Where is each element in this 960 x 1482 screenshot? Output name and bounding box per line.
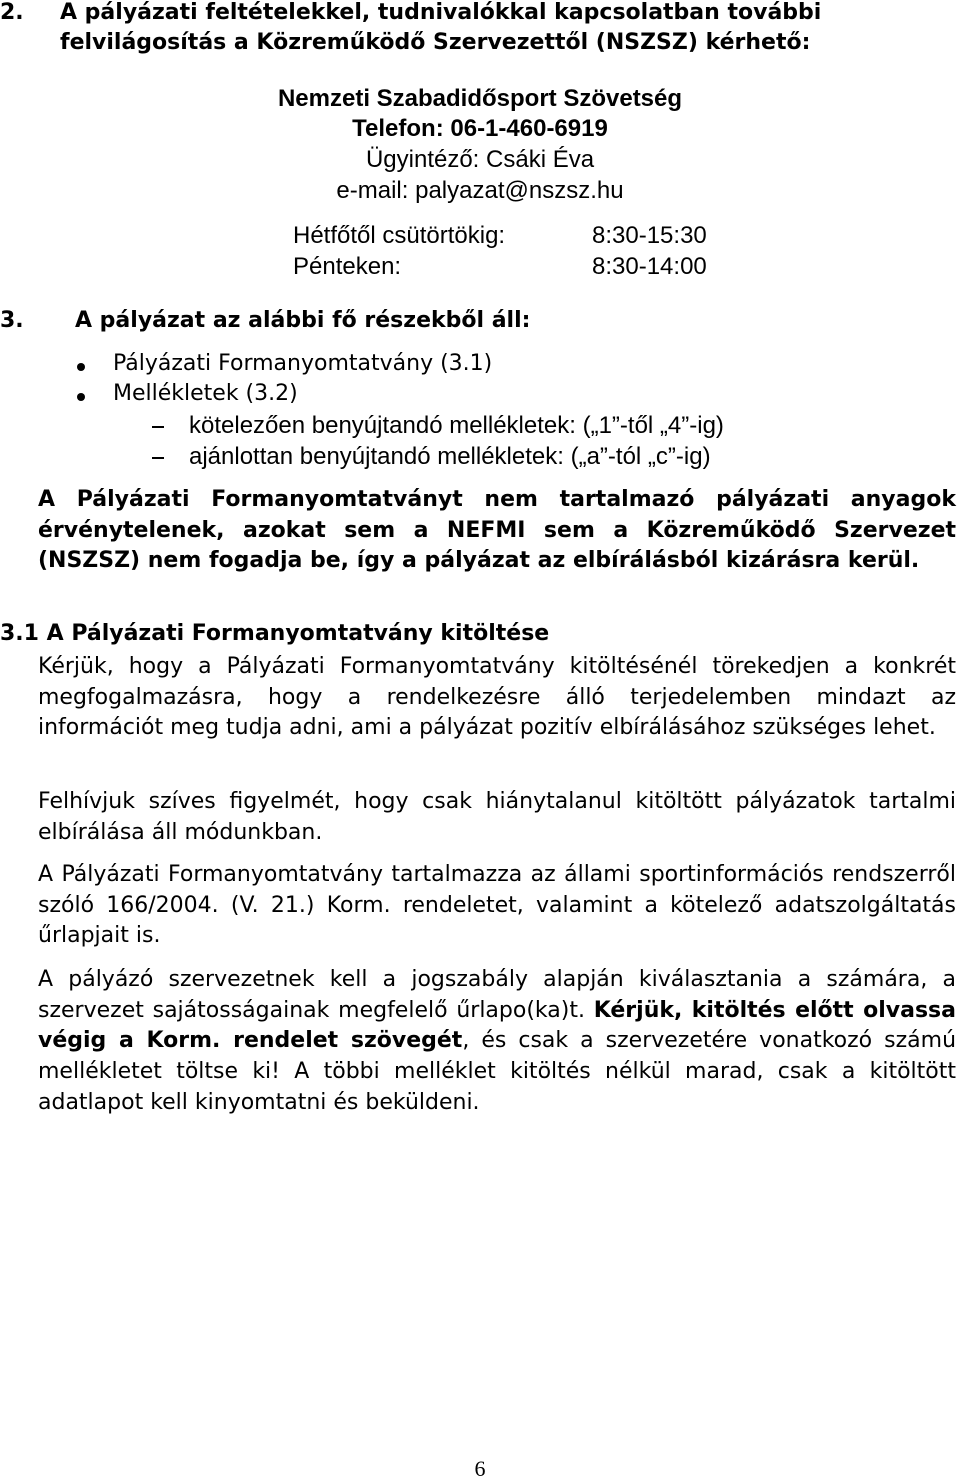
hours-days-1: Hétfőtől csütörtökig: [293, 222, 506, 249]
section-3-1-heading: 3.1 A Pályázati Formanyomtatvány kitöltése [0, 621, 550, 646]
paragraph-4-text-b: , és csak a szervezetére vonatkozó számú mellékletet töltse ki! A többi melléklet kitöltés nélkül marad, csak a kitöltött adatlapot kell kinyomtatni és beküldeni. [38, 1028, 957, 1115]
section-2-heading-line1: A pályázati feltételekkel, tudnivalókkal kapcsolatban további [60, 0, 822, 25]
section-2-number: 2. [0, 0, 24, 25]
hours-time-1: 8:30-15:30 [592, 222, 707, 249]
contact-org: Nemzeti Szabadidősport Szövetség [277, 85, 683, 112]
paragraph-4 [38, 965, 956, 1119]
bullet-item-attachments: Mellékletek (3.2) [113, 381, 298, 406]
hours-days-2: Pénteken: [293, 253, 402, 280]
bullet-item-form: Pályázati Formanyomtatvány (3.1) [113, 351, 493, 376]
dash-mark [152, 457, 164, 459]
section-3-number: 3. [0, 308, 24, 333]
paragraph-4-emphasis: Kérjük, kitöltés előtt olvassa végig a Korm. rendelet szövegét [38, 997, 956, 1054]
contact-phone: Telefon: 06-1-460-6919 [352, 115, 608, 142]
contact-email: e-mail: palyazat@nszsz.hu [336, 177, 624, 204]
hours-time-2: 8:30-14:00 [592, 253, 707, 280]
paragraph-2: Felhívjuk szíves figyelmét, hogy csak hiánytalanul kitöltött pályázatok tartalmi elbírálása áll módunkban. [38, 789, 956, 845]
dash-item-mandatory: kötelezően benyújtandó mellékletek: („1”-től „4”-ig) [189, 412, 724, 439]
dash-item-recommended: ajánlottan benyújtandó mellékletek: („a”-tól „c”-ig) [189, 443, 711, 470]
paragraph-4-text-a: A pályázó szervezetnek kell a jogszabály alapján kiválasztania a számára, a szervezet sajátosságainak megfelelő űrlapo(ka)t. [38, 967, 956, 1023]
section-2-heading-line2: felvilágosítás a Közreműködő Szervezettől (NSZSZ) kérhető: [60, 30, 811, 55]
page-number: 6 [474, 1456, 486, 1481]
paragraph-1: Kérjük, hogy a Pályázati Formanyomtatvány kitöltésénél törekedjen a konkrét megfogalmazásra, hogy a rendelkezésre álló terjedelemben mindazt az információt meg tudja adni, ami a pályázat pozitív elbírálásához szükséges lehet. [38, 654, 956, 741]
section-3-title: A pályázat az alábbi fő részekből áll: [75, 308, 531, 333]
contact-agent: Ügyintéző: Csáki Éva [365, 146, 595, 173]
paragraph-3: A Pályázati Formanyomtatvány tartalmazza az állami sportinformációs rendszerről szóló 166/2004. (V. 21.) Korm. rendeletet, valamint a kötelező adatszolgáltatás űrlapjait is. [38, 862, 956, 949]
dash-mark [152, 426, 164, 428]
bullet-dot [77, 393, 85, 401]
bullet-dot [77, 363, 85, 371]
warning-paragraph: A Pályázati Formanyomtatványt nem tartalmazó pályázati anyagok érvénytelenek, azokat sem a NEFMI sem a Közreműködő Szervezet (NSZSZ) nem fogadja be, így a pályázat az elbírálásból kizárásra kerül. [38, 487, 956, 574]
